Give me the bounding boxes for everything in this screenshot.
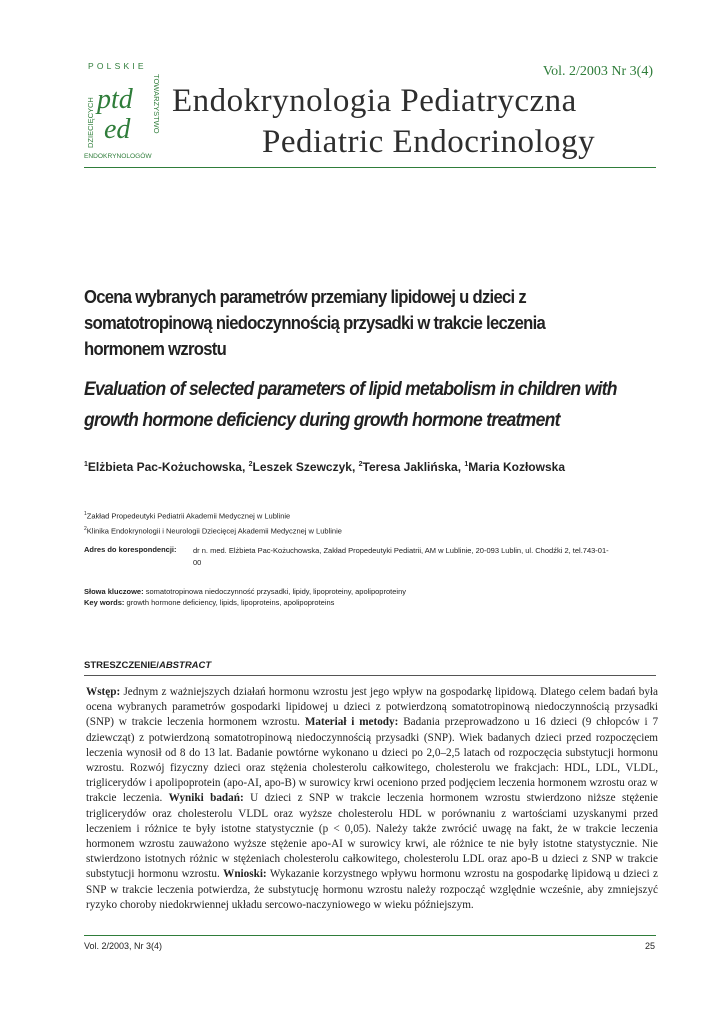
society-logo	[84, 60, 164, 160]
page-number: 25	[644, 941, 655, 951]
abstract-methods-label: Materiał i metody:	[304, 716, 399, 729]
correspondence-address: dr n. med. Elżbieta Pac-Kożuchowska, Zakład Propedeutyki Pediatrii, AM w Lublinie, 20-093 Lublin, ul. Chodźki 2, tel.743-01-00	[193, 546, 609, 567]
logo-mark-top: ptd	[97, 84, 133, 115]
keywords-pl	[84, 586, 406, 597]
keywords-en	[84, 597, 406, 608]
logo-text-top: POLSKIE	[88, 61, 147, 71]
affiliation-mark: 1	[84, 511, 87, 517]
affiliations	[84, 508, 342, 537]
abstract-results-label: Wyniki badań:	[168, 792, 244, 805]
author-affil-mark: 2	[358, 461, 363, 468]
keywords	[84, 586, 406, 608]
abstract-methods: Badania przeprowadzono u 16 dzieci (9 chłopców i 7 dziewcząt) z potwierdzoną somatotropinową niedoczynnością przysadki (SNP). Wiek badanych dzieci przed rozpoczęciem leczenia wynosił od 8 do 13 lat. Badanie powtórne wykonano u dzieci po 2,0–2,5 latach od rozpoczęcia substytucji hormonu wzrostu. Rozwój fizyczny dzieci oraz stężenia cholesterolu całkowitego, cholesterolu we frakcjach: HDL, LDL, VLDL, triglicerydów i apolipoprotein (apo-AI, apo-B) w surowicy krwi oceniono przed podjęciem leczenia hormonem wzrostu oraz w trakcie leczenia.	[86, 716, 659, 805]
affiliation	[84, 508, 342, 523]
header-divider	[84, 167, 656, 168]
abstract-body	[86, 685, 658, 913]
author-affil-mark: 1	[464, 461, 469, 468]
abstract-heading	[84, 660, 211, 671]
abstract-conclusions-label: Wnioski:	[223, 868, 267, 881]
journal-title-pl: Endokrynologia Pediatryczna	[172, 83, 577, 119]
author-name: Maria Kozłowska	[468, 460, 565, 474]
author-name: Leszek Szewczyk,	[252, 460, 356, 474]
affiliation	[84, 523, 342, 538]
abstract-background-label: Wstęp:	[86, 686, 121, 698]
article-title-en: Evaluation of selected parameters of lipid metabolism in children with growth hormone deficiency during growth hormone treatment	[84, 378, 617, 431]
keywords-pl-text: somatotropinowa niedoczynność przysadki, lipidy, lipoproteiny, apolipoproteiny	[145, 587, 406, 596]
correspondence-label: Adres do korespondencji:	[84, 545, 177, 554]
volume-issue: Vol. 2/2003 Nr 3(4)	[542, 64, 653, 79]
author-affil-mark: 2	[248, 461, 253, 468]
abstract-conclusions: Wykazanie korzystnego wpływu hormonu wzrostu na gospodarkę lipidową u dzieci z SNP w trakcie leczenia potwierdza, że substytucję hormonu wzrostu należy rozpocząć względnie wcześnie, aby zmniejszyć ryzyko choroby niedokrwiennej układu sercowo-naczyniowego w wieku późniejszym.	[86, 868, 658, 911]
author-list	[84, 460, 565, 474]
author-name: Elżbieta Pac-Kożuchowska,	[87, 460, 246, 474]
keywords-en-label: Key words:	[84, 598, 125, 607]
article-title-pl: Ocena wybranych parametrów przemiany lipidowej u dzieci z somatotropinową niedoczynnością przysadki w trakcie leczenia hormonem wzrostu	[84, 286, 546, 359]
footer-volume: Vol. 2/2003, Nr 3(4)	[84, 941, 163, 951]
logo-mark-bottom: ed	[104, 114, 131, 145]
logo-text-bottom: ENDOKRYNOLOGÓW	[84, 153, 152, 160]
journal-title-en: Pediatric Endocrinology	[262, 124, 596, 160]
abstract-background: Jednym z ważniejszych działań hormonu wzrostu jest jego wpływ na gospodarkę lipidową. Dlatego celem badań była ocena wybranych parametrów gospodarki lipidowej u dzieci z potwierdzoną somatotropinową niedoczynnością przysadki (SNP) w trakcie leczenia hormonem wzrostu.	[86, 686, 658, 729]
affiliation-mark: 2	[84, 525, 87, 532]
affiliation-text: Klinika Endokrynologii i Neurologii Dziecięcej Akademii Medycznej w Lublinie	[86, 526, 342, 535]
keywords-pl-label: Słowa kluczowe:	[84, 587, 144, 596]
affiliation-text: Zakład Propedeutyki Pediatrii Akademii Medycznej w Lublinie	[86, 511, 291, 521]
abstract-results: U dzieci z SNP w trakcie leczenia hormonem wzrostu stwierdzono niższe stężenie triglicerydów oraz cholesterolu VLDL oraz wyższe cholesterolu HDL w porównaniu z wartościami uzyskanymi przed leczeniem i różnice te były istotne statystycznie (p < 0,05). Należy także zwrócić uwagę na fakt, że w trakcie leczenia hormonem wzrostu zauważono wyższe stężenie apo-AI w surowicy krwi, ale różnice te nie były istotne statystycznie. Nie stwierdzono istotnych różnic w stężeniach cholesterolu całkowitego, cholesterolu LDL oraz apo-B u dzieci z SNP w trakcie substytucji hormonu wzrostu.	[86, 792, 659, 881]
logo-text-right: TOWARZYSTWO	[152, 74, 161, 134]
footer-divider	[84, 935, 656, 936]
author-affil-mark: 1	[84, 461, 88, 468]
author-name: Teresa Jaklińska,	[362, 460, 462, 474]
society-logo-graphic	[84, 60, 164, 160]
abstract-heading-pl: STRESZCZENIE/	[84, 660, 159, 671]
abstract-divider	[84, 675, 656, 676]
logo-text-left: DZIECIĘCYCH	[86, 97, 95, 148]
abstract-heading-en: ABSTRACT	[158, 660, 212, 671]
keywords-en-text: growth hormone deficiency, lipids, lipoproteins, apolipoproteins	[126, 598, 335, 607]
